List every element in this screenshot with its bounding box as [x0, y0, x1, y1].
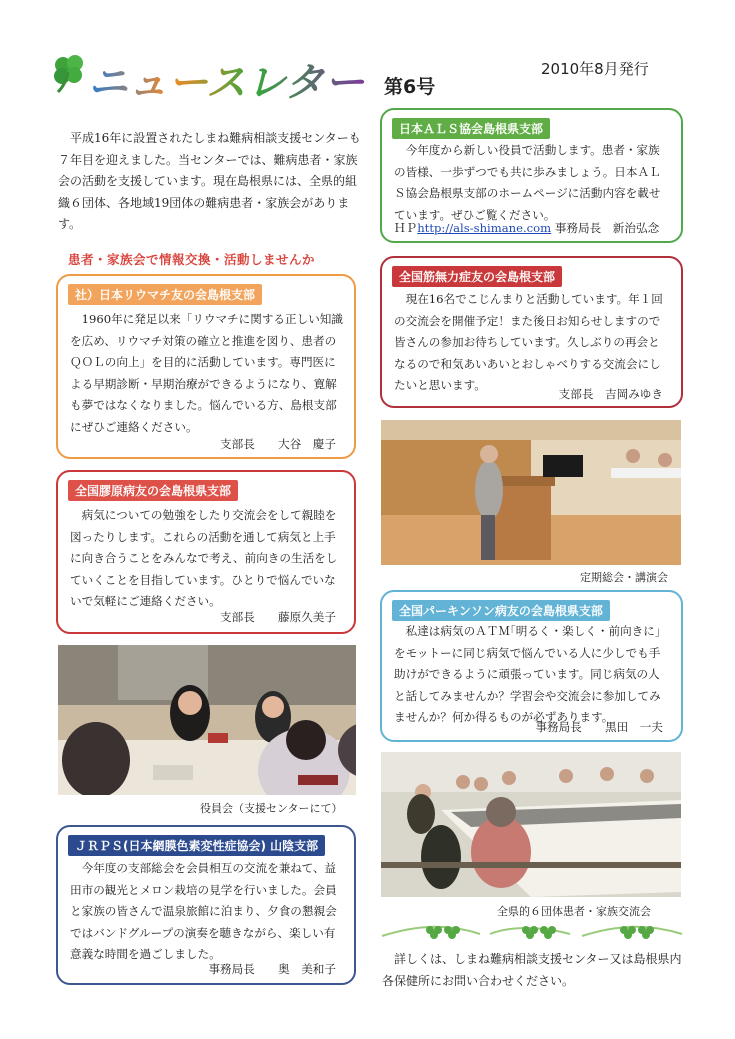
- group-box-jrps: [56, 825, 356, 985]
- group-title: 日本ＡＬＳ協会島根県支部: [392, 118, 550, 139]
- group-title: 全国筋無力症友の会島根支部: [392, 266, 562, 287]
- group-signature: 支部長 吉岡みゆき: [558, 387, 663, 401]
- masthead-title: [84, 52, 374, 108]
- group-box-als: [380, 108, 683, 243]
- group-body: 今年度の支部総会を会員相互の交流を兼ねて、益田市の観光とメロン栽培の見学を行いました。会員と家族の皆さんで温泉旅館に泊まり、夕食の懇親会ではバンドグループの演奏を聴きながら、楽しい有意義な時間を過ごしました。: [70, 861, 337, 961]
- group-box-parkinson: [380, 590, 683, 742]
- intro-paragraph: 平成16年に設置されたしまね難病相談支援センターも７年目を迎えました。当センターでは、難病患者・家族会の活動を支援しています。現在島根県には、全県的組織６団体、各地域19団体の難病患者・家族会があります。: [58, 131, 361, 231]
- group-signature: 事務局長 新治弘念: [554, 221, 660, 235]
- footer-contact-text: 詳しくは、しまね難病相談支援センター又は島根県内各保健所にお問い合わせください。: [382, 952, 682, 988]
- homepage-line: [394, 220, 659, 236]
- caption-officers-meeting: 役員会（支援センターにて）: [200, 802, 343, 815]
- group-signature: 支部長 大谷 慶子: [220, 437, 336, 451]
- group-title: 全国膠原病友の会島根県支部: [68, 480, 238, 501]
- photo-exchange-meeting: [381, 752, 681, 897]
- group-title: ＪＲＰＳ(日本網膜色素変性症協会) 山陰支部: [68, 835, 325, 856]
- issue-number: 第6号: [384, 76, 436, 98]
- section-subheading: 患者・家族会で情報交換・活動しませんか: [68, 252, 316, 267]
- photo-officers-meeting: [58, 645, 356, 795]
- group-body: 私達は病気のＡＴＭ｢明るく・楽しく・前向きに｣をモットーに同じ病気で悩んでいる人に少しでも手助けができるように頑張っています。同じ病気の人と話してみませんか？学習会や交流会に参加してみませんか？何か得るものが必ずあります。: [394, 624, 661, 724]
- group-signature: 事務局長 奥 美和子: [208, 962, 336, 976]
- group-box-rheumatism: [56, 274, 356, 459]
- photo-general-meeting: [381, 420, 681, 565]
- group-body: 1960年に発足以来「リウマチに関する正しい知識を広め、リウマチ対策の確立と推進を図り、患者のＱＯＬの向上」を目的に活動しています。専門医による早期診断・早期治療ができるようになり、寛解も夢ではなくなりました。悩んでいる方、島根支部にぜひご連絡ください。: [70, 312, 343, 434]
- group-box-collagen: [56, 470, 356, 634]
- group-body: 現在16名でこじんまりと活動しています。年１回の交流会を開催予定！また後日お知らせしますので皆さんの参加お待ちしています。久しぶりの再会となるので和気あいあいとおしゃべりする交流会にしたいと思います。: [394, 292, 663, 392]
- group-title: 社）日本リウマチ友の会島根支部: [68, 284, 262, 305]
- group-body: 今年度から新しい役員で活動します。患者・家族の皆様、一歩ずつでも共に歩みましょう。日本ＡＬＳ協会島根県支部のホームページに活動内容を載せています。ぜひご覧ください。: [394, 143, 661, 222]
- publication-date: 2010年8月発行: [541, 60, 649, 78]
- group-signature: 支部長 藤原久美子: [220, 610, 336, 624]
- group-box-myasthenia: [380, 256, 683, 408]
- svg-text:ニュースレター: ニュースレター: [88, 60, 365, 106]
- homepage-link[interactable]: http://als-shimane.com: [417, 221, 552, 235]
- homepage-label: ＨＰ: [394, 221, 418, 235]
- group-title: 全国パーキンソン病友の会島根県支部: [392, 600, 610, 621]
- clover-divider-icon: [380, 922, 684, 942]
- group-signature: 事務局長 黒田 一夫: [535, 720, 663, 734]
- caption-general-meeting: 定期総会・講演会: [580, 571, 668, 584]
- group-body: 病気についての勉強をしたり交流会をして親睦を図ったりします。これらの活動を通して病気と上手に向き合うことをみんなで考え、前向きの生活をしていくことを目指しています。ひとりで悩んでいないで気軽にご連絡ください。: [70, 508, 338, 608]
- caption-exchange-meeting: 全県的６団体患者・家族交流会: [497, 905, 651, 918]
